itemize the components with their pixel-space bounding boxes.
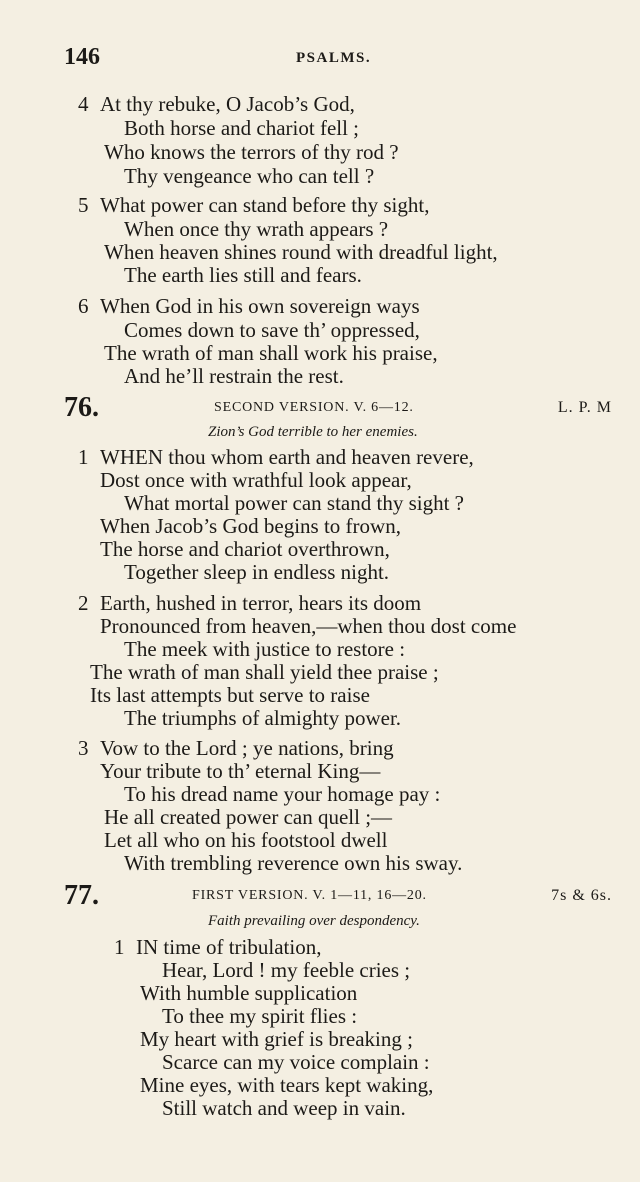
verse-line: Let all who on his footstool dwell xyxy=(104,828,388,852)
verse-line: The earth lies still and fears. xyxy=(124,263,362,287)
hymn-subtitle: Zion’s God terrible to her enemies. xyxy=(208,424,418,440)
verse-line: Comes down to save th’ oppressed, xyxy=(124,318,420,342)
verse-line: Pronounced from heaven,—when thou dost come xyxy=(100,614,517,638)
verse-line: Hear, Lord ! my feeble cries ; xyxy=(162,958,411,982)
verse-line: Thy vengeance who can tell ? xyxy=(124,164,375,188)
verse-line: 3 Vow to the Lord ; ye nations, bring xyxy=(78,736,394,760)
verse-line: He all created power can quell ;— xyxy=(104,805,393,829)
verse-line: To thee my spirit flies : xyxy=(162,1004,358,1028)
stanza-number: 6 xyxy=(78,294,89,318)
verse-line: Still watch and weep in vain. xyxy=(162,1096,406,1120)
verse-line: 4 At thy rebuke, O Jacob’s God, xyxy=(78,92,355,116)
page-header xyxy=(64,44,584,74)
verse-line: The triumphs of almighty power. xyxy=(124,706,402,730)
hymn-number: 76. xyxy=(64,392,99,423)
stanza-number: 5 xyxy=(78,193,89,217)
verse-line: When once thy wrath appears ? xyxy=(124,217,389,241)
verse-line: Both horse and chariot fell ; xyxy=(124,116,360,140)
hymn-meter: L. P. M xyxy=(557,399,612,416)
verse-line: When Jacob’s God begins to frown, xyxy=(100,514,401,538)
verse-line: Its last attempts but serve to raise xyxy=(90,683,370,707)
stanza-number: 1 xyxy=(78,445,89,469)
verse-line: 1 IN time of tribulation, xyxy=(114,935,322,959)
verse-line: Scarce can my voice complain : xyxy=(162,1050,430,1074)
stanza-number: 4 xyxy=(78,92,89,116)
stanza-number: 1 xyxy=(114,935,125,959)
verse-line: My heart with grief is breaking ; xyxy=(140,1027,413,1051)
verse-line: 6 When God in his own sovereign ways xyxy=(78,294,420,318)
stanza-number: 3 xyxy=(78,736,89,760)
verse-line: To his dread name your homage pay : xyxy=(124,782,441,806)
hymn-subtitle: Faith prevailing over despondency. xyxy=(208,913,420,929)
page-number: 146 xyxy=(64,44,100,70)
verse-line: The wrath of man shall yield thee praise ; xyxy=(90,660,439,684)
hymn-number: 77. xyxy=(64,880,99,911)
verse-line: 5 What power can stand before thy sight, xyxy=(78,193,430,217)
verse-line: Dost once with wrathful look appear, xyxy=(100,468,412,492)
verse-line: The meek with justice to restore : xyxy=(124,637,406,661)
hymn-heading xyxy=(64,392,612,422)
hymn-heading xyxy=(64,880,612,910)
verse-line: When heaven shines round with dreadful light, xyxy=(104,240,498,264)
verse-line: The horse and chariot overthrown, xyxy=(100,537,390,561)
verse-line: The wrath of man shall work his praise, xyxy=(104,341,438,365)
verse-line: With humble supplication xyxy=(140,981,358,1005)
verse-line: Who knows the terrors of thy rod ? xyxy=(104,140,399,164)
verse-line: 2 Earth, hushed in terror, hears its doom xyxy=(78,591,422,615)
hymn-meter: 7s & 6s. xyxy=(551,887,612,904)
verse-line: Your tribute to th’ eternal King— xyxy=(100,759,381,783)
hymn-version: FIRST VERSION. V. 1—11, 16—20. xyxy=(192,888,427,903)
running-title: PSALMS. xyxy=(296,50,372,66)
verse-line: Together sleep in endless night. xyxy=(124,560,390,584)
verse-line: What mortal power can stand thy sight ? xyxy=(124,491,464,515)
stanza-number: 2 xyxy=(78,591,89,615)
hymn-version: SECOND VERSION. V. 6—12. xyxy=(214,400,414,415)
verse-line: 1 WHEN thou whom earth and heaven revere, xyxy=(78,445,474,469)
verse-line: Mine eyes, with tears kept waking, xyxy=(140,1073,434,1097)
verse-line: And he’ll restrain the rest. xyxy=(124,364,344,388)
verse-line: With trembling reverence own his sway. xyxy=(124,851,463,875)
